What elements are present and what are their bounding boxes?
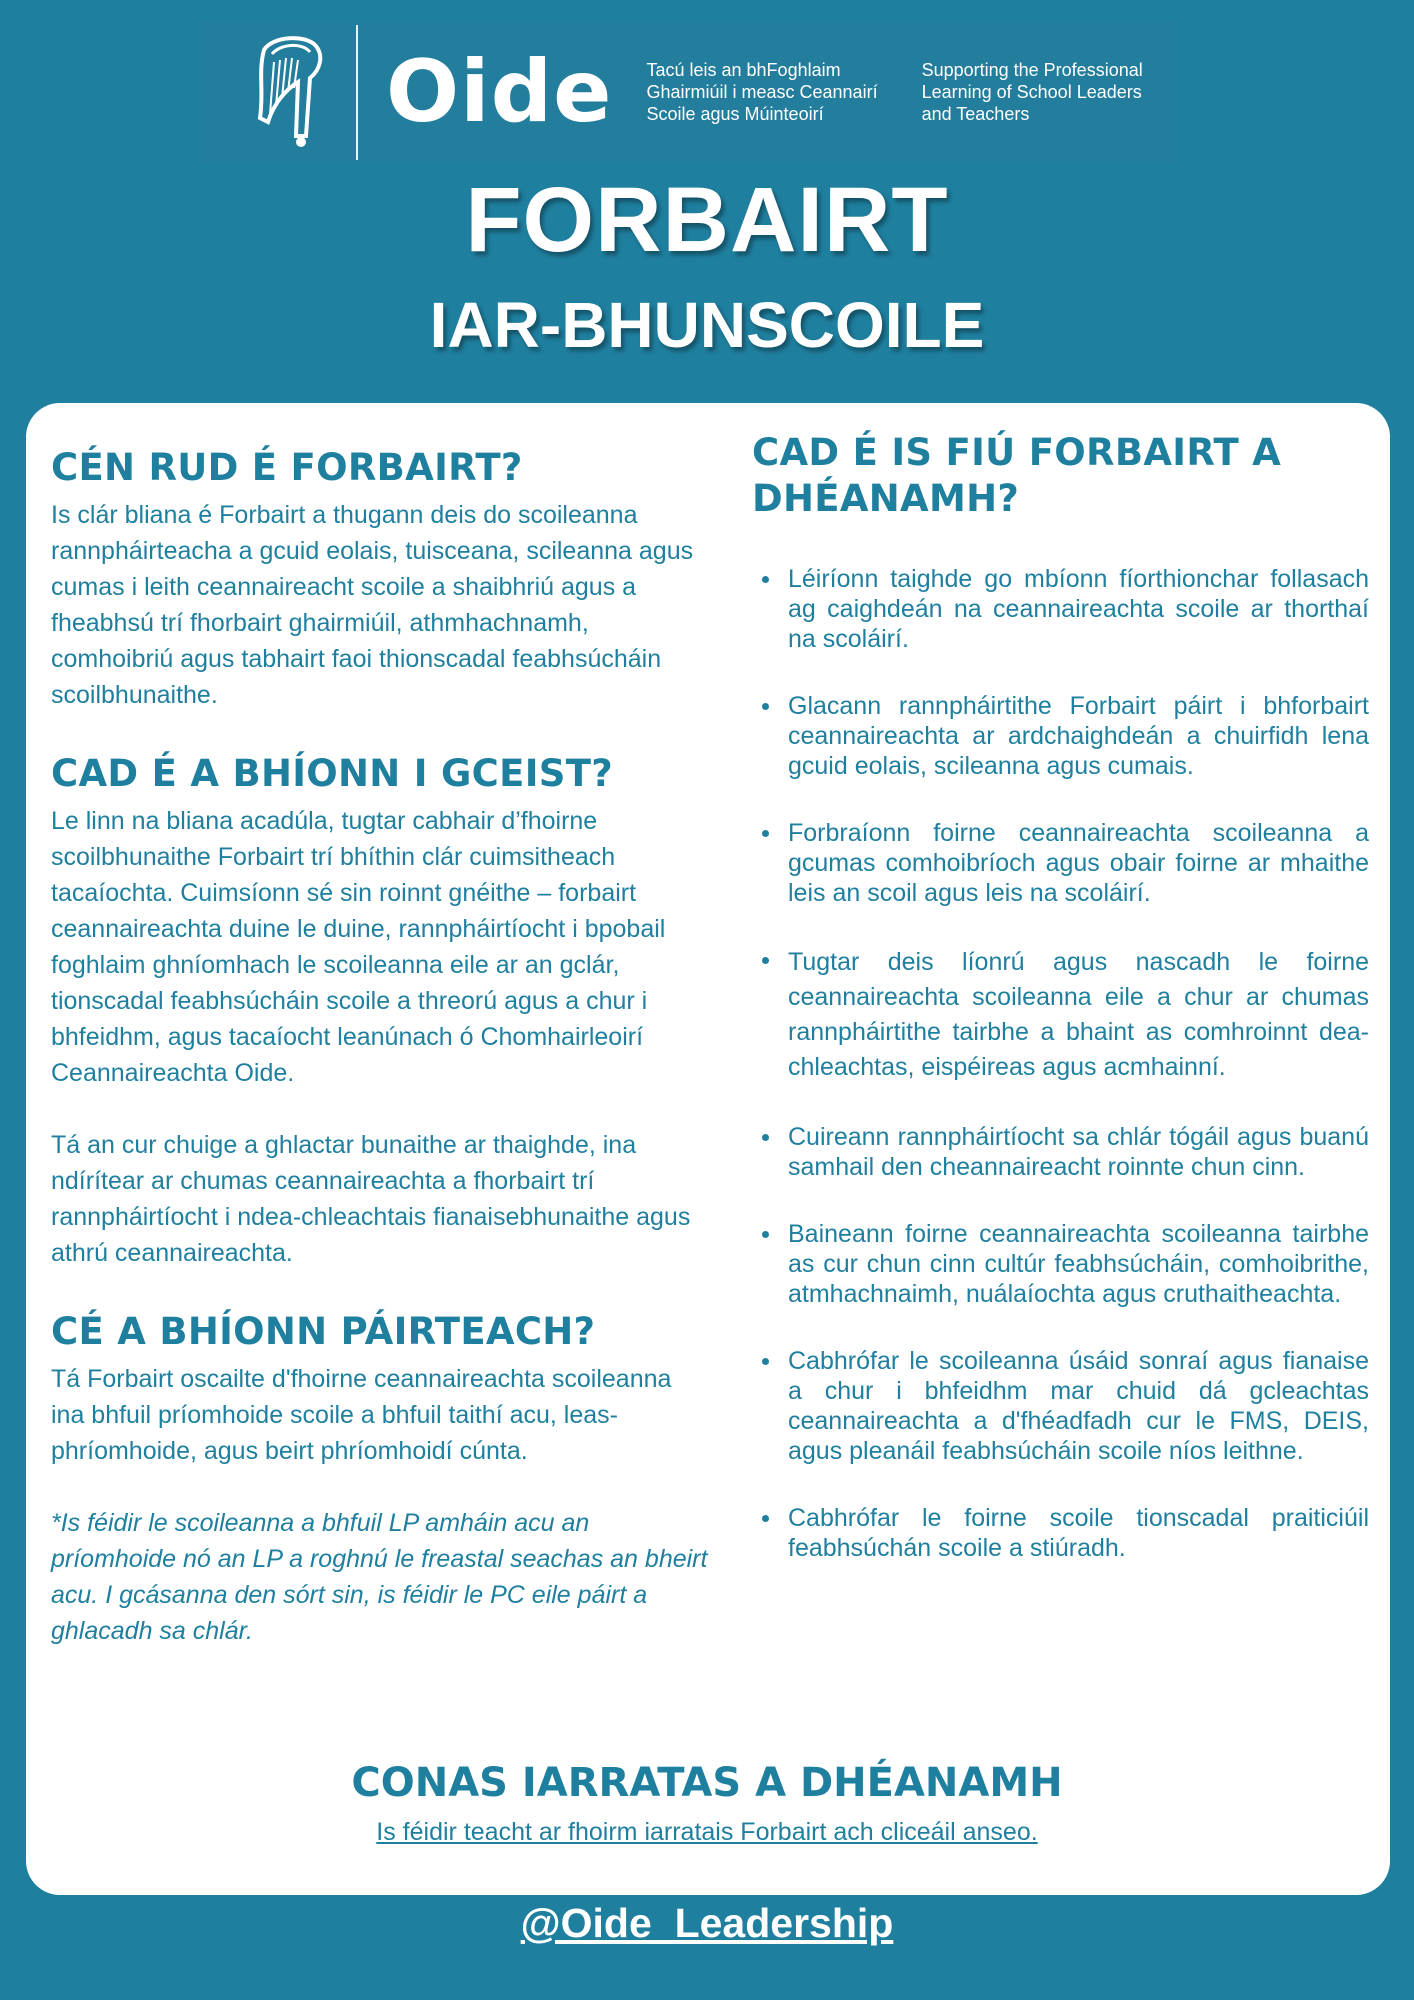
logo-banner xyxy=(200,22,1175,162)
list-item: Cabhrófar le foirne scoile tionscadal praiticiúil feabhsúchán scoile a stiúradh. xyxy=(752,1503,1369,1563)
benefits-list xyxy=(752,564,1369,1563)
heading-who-participates: CÉ A BHÍONN PÁIRTEACH? xyxy=(51,1310,596,1353)
heading-what-is-involved: CAD É A BHÍONN I GCEIST? xyxy=(51,752,614,795)
logo-divider xyxy=(356,25,358,160)
list-item: Baineann foirne ceannaireachta scoileanna tairbhe as cur chun cinn cultúr feabhsúcháin, comhoibrithe, atmhachnaimh, nuálaíochta agus cruthaitheachta. xyxy=(752,1219,1369,1309)
heading-how-to-apply: CONAS IARRATAS A DHÉANAMH xyxy=(351,1760,1063,1806)
left-column xyxy=(51,445,711,1649)
list-item: Léiríonn taighde go mbíonn fíorthionchar follasach ag caighdeán na ceannaireachta scoile ar thorthaí na scoláirí. xyxy=(752,564,1369,654)
page-title: FORBAIRT xyxy=(465,169,949,271)
what-is-involved-text-1: Le linn na bliana acadúla, tugtar cabhair d’fhoirne scoilbhunaithe Forbairt trí bhíthin clár cuimsitheach tacaíochta. Cuimsíonn sé sin roinnt gnéithe – forbairt ceannaireachta duine le duine, rannpháirtíocht i bpobail foghlaim ghníomhach le scoileanna eile ar an gclár, tionscadal feabhsúcháin scoile a threorú agus a chur i bhfeidhm, agus tacaíocht leanúnach ó Chomhairleoirí Ceannaireachta Oide. xyxy=(51,807,666,1087)
social-handle-link[interactable]: @Oide_Leadership xyxy=(520,1900,894,1946)
oide-logo: Oide xyxy=(386,42,613,142)
who-participates-text: Tá Forbairt oscailte d'fhoirne ceannaireachta scoileanna ina bhfuil príomhoide scoile a bhfuil taithí acu, leas-phríomhoide, agus beirt phríomhoidí cúnta. xyxy=(51,1365,672,1465)
list-item: Glacann rannpháirtithe Forbairt páirt i bhforbairt ceannaireachta ar ardchaighdeán a chuirfidh lena gcuid eolais, scileanna agus cumais. xyxy=(752,691,1369,781)
who-participates-note: *Is féidir le scoileanna a bhfuil LP amháin acu an príomhoide nó an LP a roghnú le freastal seachas an bheirt acu. I gcásanna den sórt sin, is féidir le PC eile páirt a ghlacadh sa chlár. xyxy=(51,1509,708,1645)
list-item: Tugtar deis líonrú agus nascadh le foirne ceannaireachta scoileanna eile a chur ar chumas rannpháirtithe tairbhe a bhaint as comhroinnt dea-chleachtas, eispéireas agus acmhainní. xyxy=(752,945,1369,1085)
what-is-forbairt-text: Is clár bliana é Forbairt a thugann deis do scoileanna rannpháirteacha a gcuid eolais, tuisceana, scileanna agus cumas i leith ceannaireacht scoile a shaibhriú agus a fheabhsú trí fhorbairt ghairmiúil, athmhachnamh, comhoibriú agus tabhairt faoi thionscadal feabhsúcháin scoilbhunaithe. xyxy=(51,501,694,709)
list-item: Cabhrófar le scoileanna úsáid sonraí agus fianaise a chur i bhfeidhm mar chuid dá gcleachtas ceannaireachta a d'fhéadfadh cur le FMS, DEIS, agus pleanáil feabhsúcháin scoile níos leithne. xyxy=(752,1346,1369,1466)
harp-icon xyxy=(250,32,330,152)
right-column xyxy=(752,430,1369,1600)
list-item: Forbraíonn foirne ceannaireachta scoileanna a gcumas comhoibríoch agus obair foirne ar mhaithe leis an scoil agus leis na scoláirí. xyxy=(752,818,1369,908)
heading-what-is-forbairt: CÉN RUD É FORBAIRT? xyxy=(51,446,523,489)
list-item: Cuireann rannpháirtíocht sa chlár tógáil agus buanú samhail den cheannaireacht roinnte chun cinn. xyxy=(752,1122,1369,1182)
tagline-english: Supporting the Professional Learning of School Leaders and Teachers xyxy=(921,60,1143,124)
application-form-link[interactable]: Is féidir teacht ar fhoirm iarratais Forbairt ach cliceáil anseo. xyxy=(376,1818,1038,1846)
what-is-involved-text-2: Tá an cur chuige a ghlactar bunaithe ar thaighde, ina ndírítear ar chumas ceannaireachta a fhorbairt trí rannpháirtíocht i ndea-chleachtais fianaisebhunaithe agus athrú ceannaireachta. xyxy=(51,1131,691,1267)
page-subtitle: IAR-BHUNSCOILE xyxy=(429,289,985,361)
heading-why-do-forbairt: CAD É IS FIÚ FORBAIRT A DHÉANAMH? xyxy=(752,431,1282,520)
tagline-irish: Tacú leis an bhFoghlaim Ghairmiúil i measc Ceannairí Scoile agus Múinteoirí xyxy=(646,60,878,124)
